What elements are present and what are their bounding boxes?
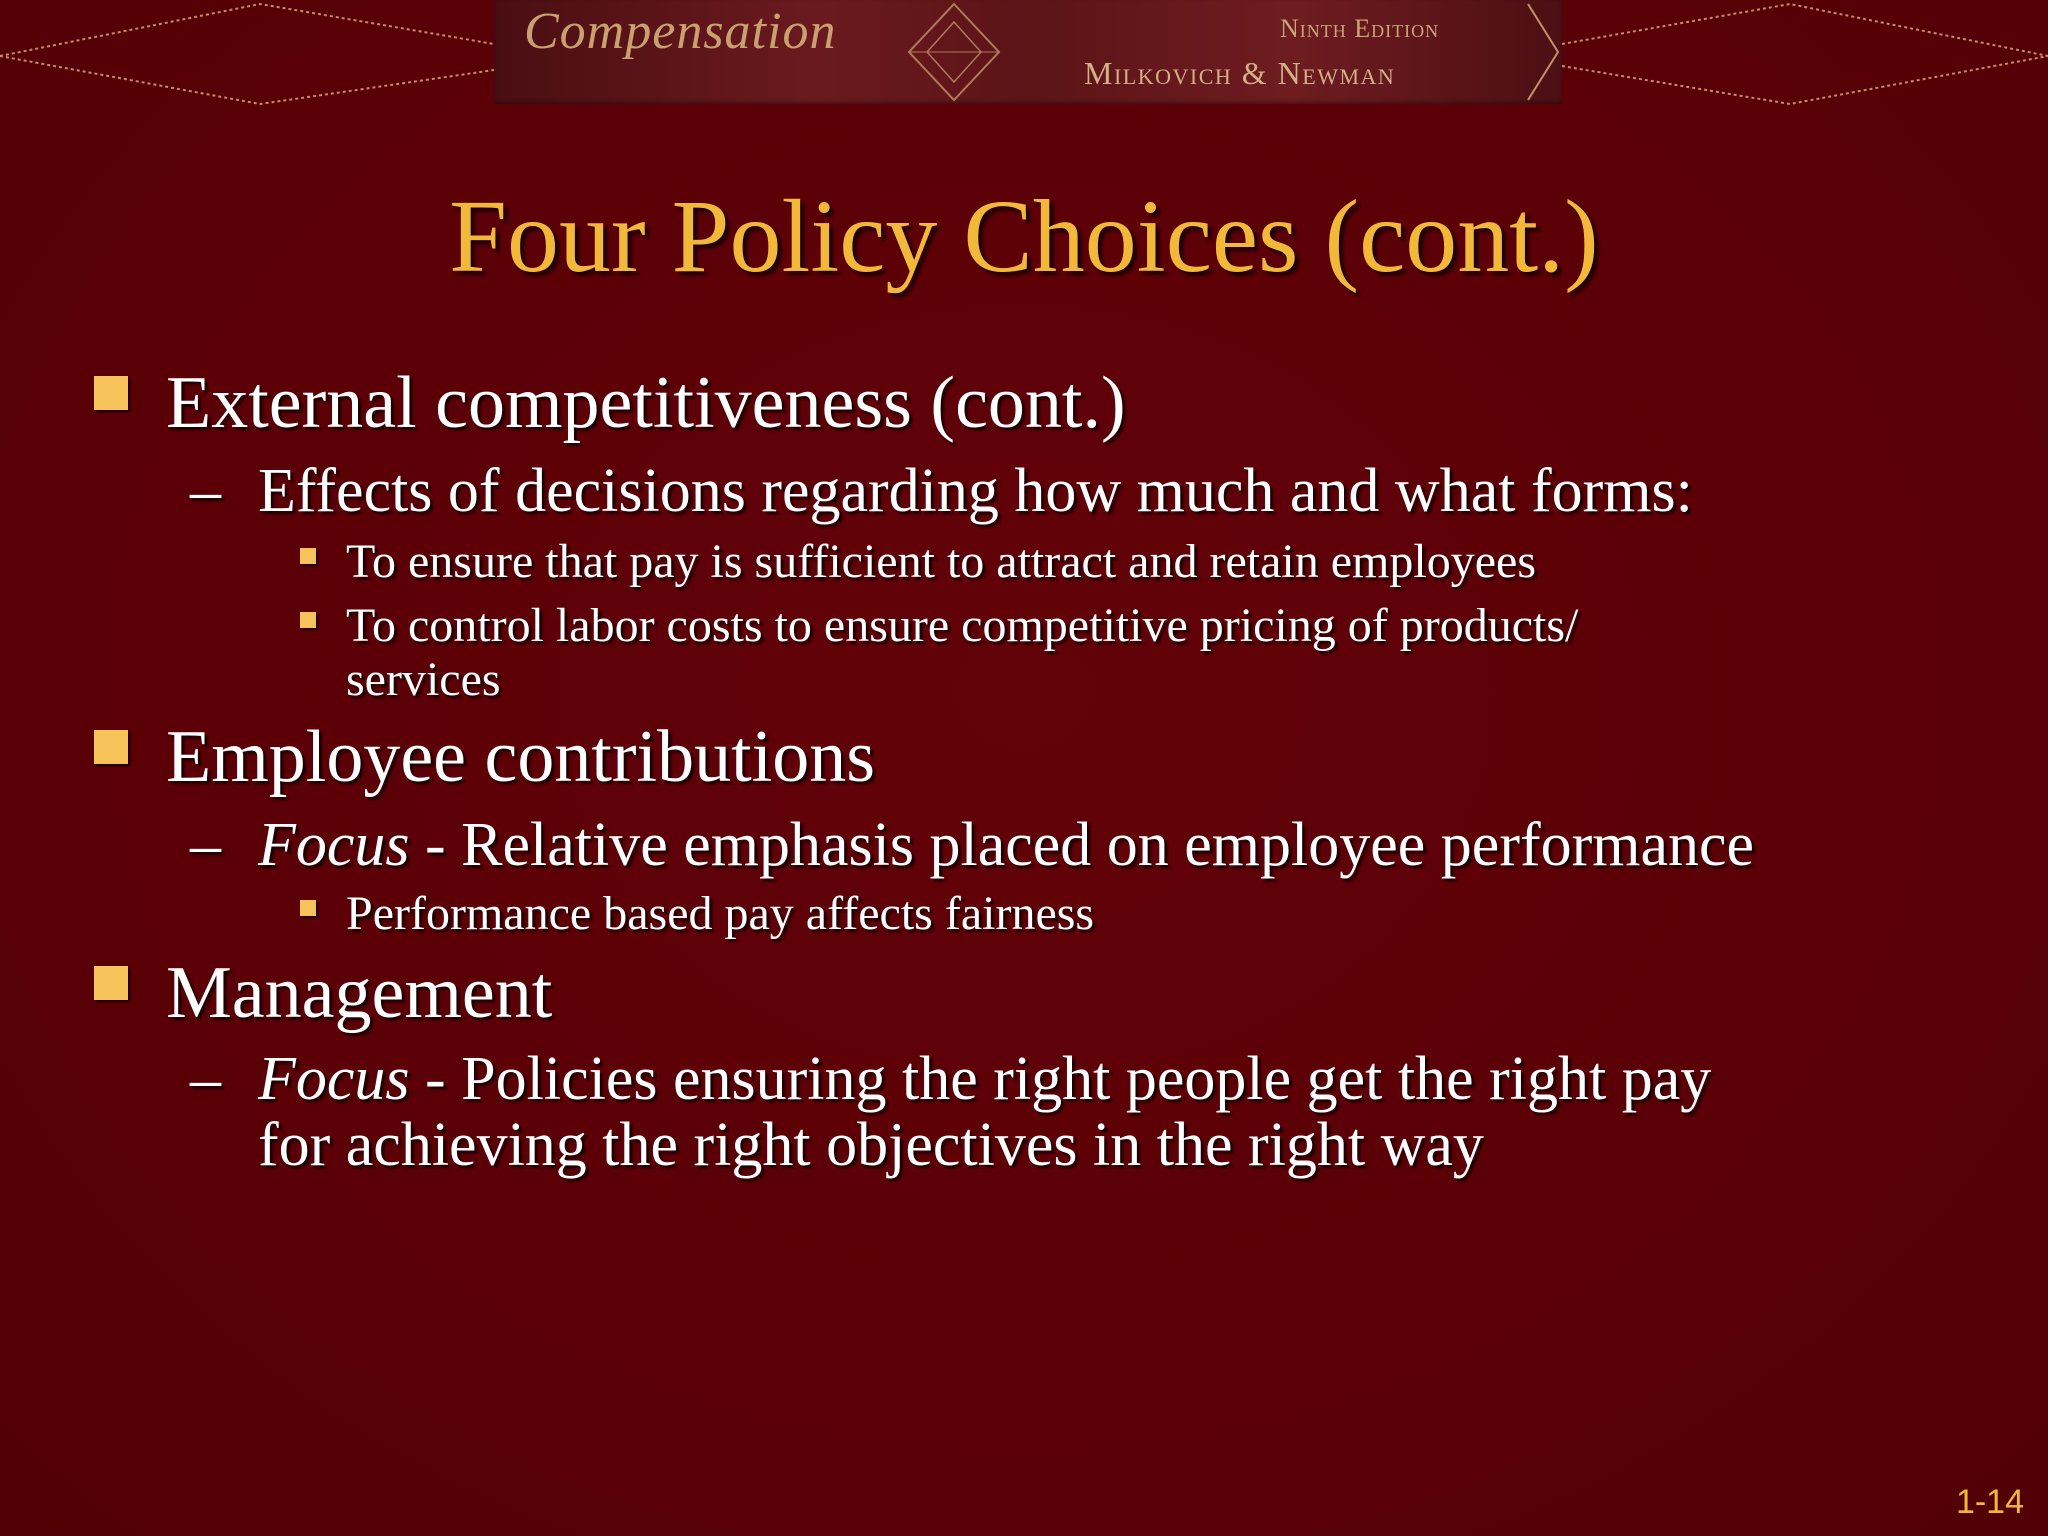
- bullet-external-competitiveness: External competitiveness (cont.): [166, 362, 1126, 444]
- square-bullet-icon: [94, 730, 128, 764]
- small-square-bullet-icon: [300, 900, 316, 916]
- bullet-management: Management: [166, 952, 553, 1034]
- slide-title: Four Policy Choices (cont.): [449, 179, 1599, 294]
- focus-label: Focus: [258, 811, 410, 879]
- page-number: 1-14: [1955, 1483, 2024, 1521]
- compensation-logo: Compensation: [524, 3, 837, 60]
- sub-bullet-focus-policies: [258, 1045, 1712, 1113]
- sub-bullet-focus-policies-cont: for achieving the right objectives in the right way: [258, 1111, 1484, 1179]
- sub-bullet-effects: Effects of decisions regarding how much and what forms:: [258, 457, 1693, 525]
- item-performance-based-pay: Performance based pay affects fairness: [346, 887, 1095, 940]
- square-bullet-icon: [94, 966, 128, 1000]
- focus-description: - Relative emphasis placed on employee performance: [409, 811, 1755, 879]
- bullet-employee-contributions: Employee contributions: [166, 716, 876, 798]
- small-square-bullet-icon: [300, 612, 316, 628]
- item-control-labor-costs: To control labor costs to ensure competitive pricing of products/: [346, 599, 1579, 652]
- dash-bullet-icon: –: [190, 457, 221, 525]
- authors-label: Milkovich & Newman: [1084, 55, 1396, 91]
- sub-bullet-focus-performance: [258, 811, 1755, 879]
- focus-label: Focus: [258, 1045, 410, 1113]
- item-control-labor-costs-cont: services: [346, 653, 501, 706]
- edition-label: Ninth Edition: [1280, 14, 1440, 43]
- small-square-bullet-icon: [300, 548, 316, 564]
- focus-description: - Policies ensuring the right people get the right pay: [409, 1045, 1712, 1113]
- dash-bullet-icon: –: [190, 811, 221, 879]
- square-bullet-icon: [94, 376, 128, 410]
- dash-bullet-icon: –: [190, 1045, 221, 1113]
- item-ensure-pay-sufficient: To ensure that pay is sufficient to attract and retain employees: [346, 535, 1537, 588]
